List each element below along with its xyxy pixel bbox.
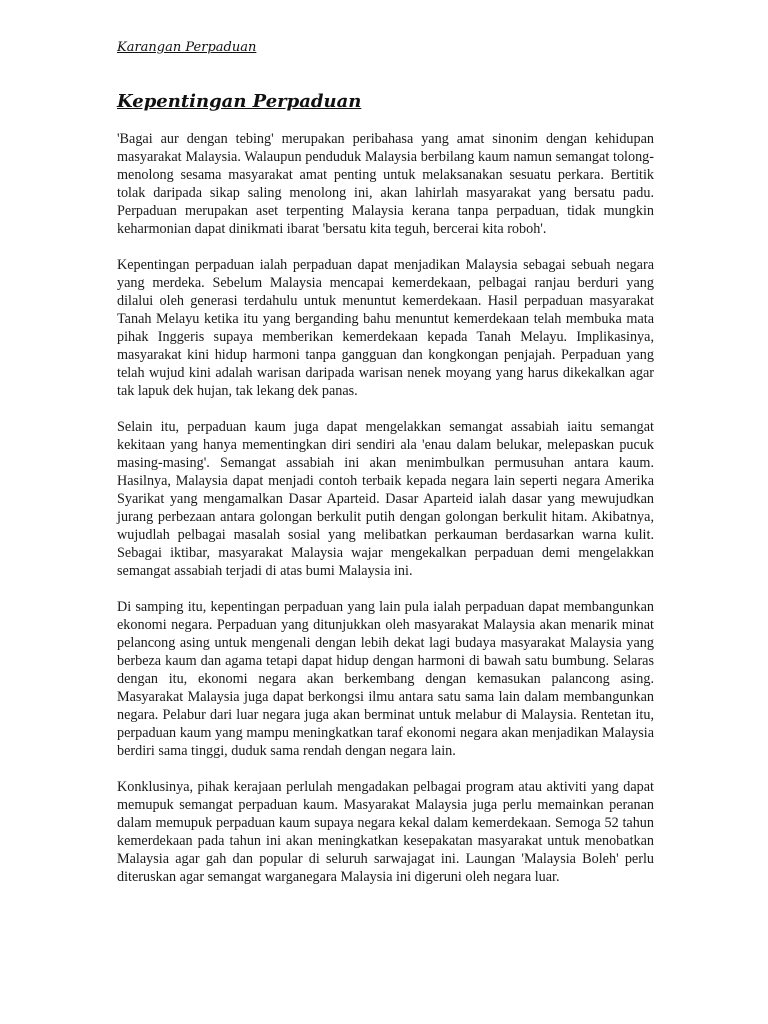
page-title: Kepentingan Perpaduan — [117, 91, 362, 112]
paragraph-assabiah: Selain itu, perpaduan kaum juga dapat mengelakkan semangat assabiah iaitu semangat kekitaan yang hanya mementingkan diri sendiri ala 'enau dalam belukar, melepaskan pucuk masing-masing'. Semangat assabiah ini akan menimbulkan permusuhan antara kaum. Hasilnya, Malaysia dapat menjadi contoh terbaik kepada negara lain seperti negara Amerika Syarikat yang mengamalkan Dasar Aparteid. Dasar Aparteid ialah dasar yang mewujudkan jurang perbezaan antara golongan berkulit putih dengan golongan berkulit hitam. Akibatnya, wujudlah pelbagai masalah sosial yang melibatkan perkauman berdasarkan warna kulit. Sebagai iktibar, masyarakat Malaysia wajar mengekalkan perpaduan demi mengelakkan semangat assabiah terjadi di atas bumi Malaysia ini. — [117, 419, 654, 579]
document-page — [117, 40, 654, 904]
paragraph-intro: 'Bagai aur dengan tebing' merupakan peribahasa yang amat sinonim dengan kehidupan masyarakat Malaysia. Walaupun penduduk Malaysia berbilang kaum namun semangat tolong-menolong sesama masyarakat amat penting untuk melaksanakan sesuatu perkara. Bertitik tolak daripada sikap saling menolong ini, akan lahirlah masyarakat yang bersatu padu. Perpaduan merupakan aset terpenting Malaysia kerana tanpa perpaduan, tidak mungkin keharmonian dapat dinikmati ibarat 'bersatu kita teguh, bercerai kita roboh'. — [117, 131, 654, 237]
paragraph-conclusion: Konklusinya, pihak kerajaan perlulah mengadakan pelbagai program atau aktiviti yang dapat memupuk semangat perpaduan kaum. Masyarakat Malaysia juga perlu memainkan peranan dalam memupuk perpaduan kaum supaya negara kekal dalam kemerdekaan. Semoga 52 tahun kemerdekaan pada tahun ini akan meningkatkan kesepakatan masyarakat untuk menobatkan Malaysia agar gah dan popular di seluruh sarwajagat ini. Laungan 'Malaysia Boleh' perlu diteruskan agar semangat warganegara Malaysia ini digeruni oleh negara luar. — [117, 779, 654, 885]
header-label: Karangan Perpaduan — [117, 40, 257, 55]
paragraph-economy: Di samping itu, kepentingan perpaduan yang lain pula ialah perpaduan dapat membangunkan ekonomi negara. Perpaduan yang ditunjukkan oleh masyarakat Malaysia akan menarik minat pelancong asing untuk mengenali dengan lebih dekat lagi budaya masyarakat Malaysia yang berbeza kaum dan agama tetapi dapat hidup dengan harmoni di bawah satu bumbung. Selaras dengan itu, ekonomi negara akan berkembang dengan kemasukan palancong asing. Masyarakat Malaysia juga dapat berkongsi ilmu antara satu sama lain dalam membangunkan negara. Pelabur dari luar negara juga akan berminat untuk melabur di Malaysia. Rentetan itu, perpaduan kaum yang mampu meningkatkan taraf ekonomi negara akan menjadikan Malaysia berdiri sama tinggi, duduk sama rendah dengan negara lain. — [117, 599, 654, 759]
paragraph-independence: Kepentingan perpaduan ialah perpaduan dapat menjadikan Malaysia sebagai sebuah negara yang merdeka. Sebelum Malaysia mencapai kemerdekaan, pelbagai ranjau berduri yang dilalui oleh generasi terdahulu untuk menuntut kemerdekaan. Hasil perpaduan masyarakat Tanah Melayu ketika itu yang berganding bahu menuntut kemerdekaan telah membuka mata pihak Inggeris supaya memberikan kemerdekaan kepada Tanah Melayu. Implikasinya, masyarakat kini hidup harmoni tanpa gangguan dan kongkongan penjajah. Perpaduan yang telah wujud kini adalah warisan daripada warisan nenek moyang yang harus dikekalkan agar tak lapuk dek hujan, tak lekang dek panas. — [117, 257, 654, 399]
